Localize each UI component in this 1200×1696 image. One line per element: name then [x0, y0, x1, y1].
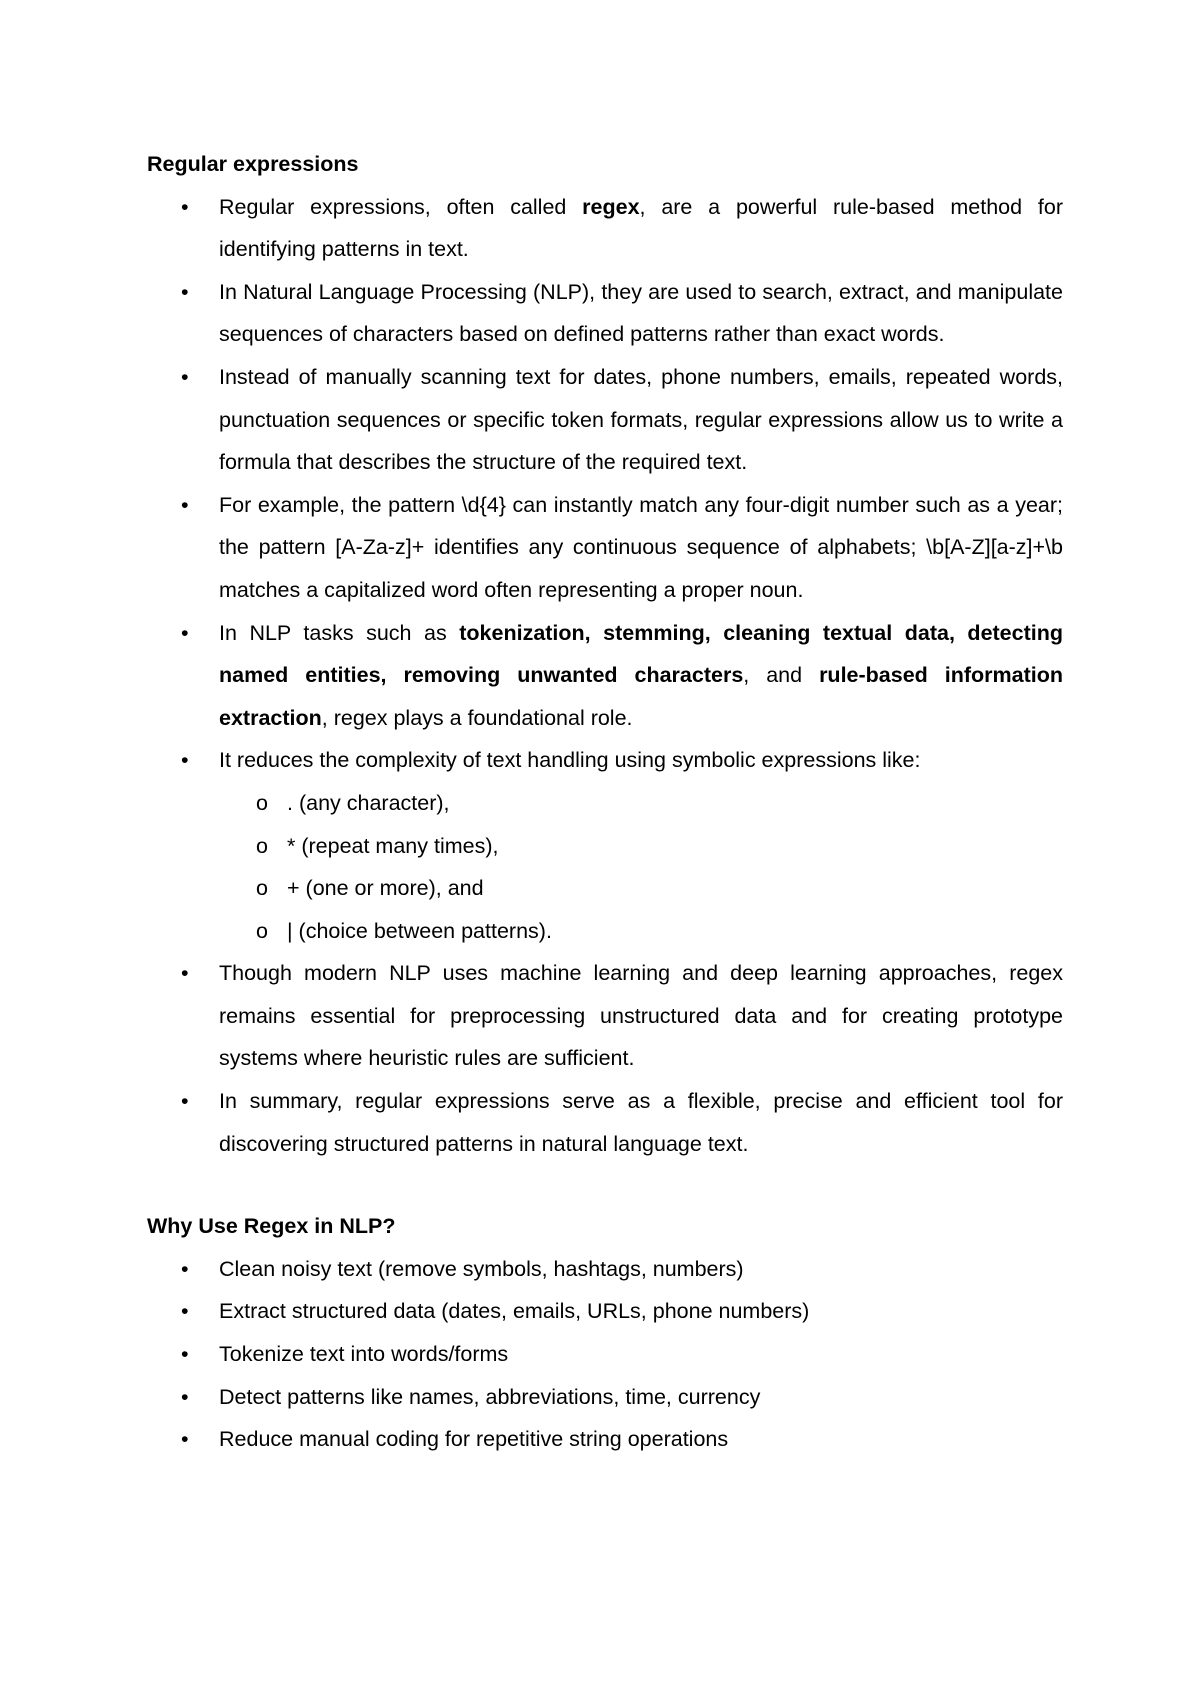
list-item: • Detect patterns like names, abbreviations, time, currency: [147, 1376, 1063, 1419]
item-bold-text: rule-based information extraction: [219, 663, 1063, 730]
item-text: It reduces the complexity of text handling using symbolic expressions like:: [219, 748, 921, 773]
item-text: In NLP tasks such as: [219, 620, 460, 645]
item-text: , and: [743, 663, 820, 688]
list-item: • Reduce manual coding for repetitive string operations: [147, 1418, 1063, 1461]
list-item: [147, 1080, 1063, 1165]
symbol-sublist: [219, 782, 1063, 952]
list-item: [147, 271, 1063, 356]
regex-overview-list: [147, 186, 1063, 1166]
list-item: • Clean noisy text (remove symbols, hashtags, numbers): [147, 1248, 1063, 1291]
item-text: Instead of manually scanning text for dates, phone numbers, emails, repeated words, punctuation sequences or specific token formats, regular expressions allow us to write a formula that describes the structure of the required text.: [219, 364, 1063, 475]
list-item: [147, 739, 1063, 952]
list-item: • Tokenize text into words/forms: [147, 1333, 1063, 1376]
sublist-item: o + (one or more), and: [147, 867, 1063, 910]
sublist-item: o | (choice between patterns).: [147, 910, 1063, 953]
list-item: [147, 356, 1063, 484]
section-heading-regular-expressions: Regular expressions: [147, 152, 359, 176]
list-item: [147, 186, 1063, 271]
list-item: • Extract structured data (dates, emails, URLs, phone numbers): [147, 1290, 1063, 1333]
item-text: In Natural Language Processing (NLP), they are used to search, extract, and manipulate sequences of characters based on defined patterns rather than exact words.: [219, 279, 1063, 347]
section-heading-why-use-regex: Why Use Regex in NLP?: [147, 1214, 396, 1239]
item-text: For example, the pattern \d{4} can instantly match any four-digit number such as a year; the pattern [A-Za-z]+ identifies any continuous sequence of alphabets; \b[A-Z][a-z]+\b matches a capitalized word often representing a proper noun.: [219, 492, 1063, 602]
item-text: , regex plays a foundational role.: [321, 705, 633, 730]
why-regex-list: [147, 1248, 1063, 1461]
document-body: [147, 143, 1063, 1461]
list-item: [147, 484, 1063, 612]
item-text: In summary, regular expressions serve as a flexible, precise and efficient tool for discovering structured patterns in natural language text.: [219, 1089, 1063, 1156]
item-text: Regular expressions, often called: [219, 194, 583, 219]
item-text: , are a powerful rule-based method for identifying patterns in text.: [219, 194, 1063, 262]
sublist-item: o * (repeat many times),: [147, 825, 1063, 868]
list-item: [147, 952, 1063, 1080]
item-text: Though modern NLP uses machine learning and deep learning approaches, regex remains essential for preprocessing unstructured data and for creating prototype systems where heuristic rules are sufficient.: [219, 961, 1063, 1071]
item-bold-text: tokenization, stemming, cleaning textual data, detecting named entities, removing unwanted characters: [219, 620, 1063, 688]
list-item: [147, 612, 1063, 740]
sublist-item: o . (any character),: [147, 782, 1063, 825]
item-bold-text: regex: [582, 194, 640, 219]
